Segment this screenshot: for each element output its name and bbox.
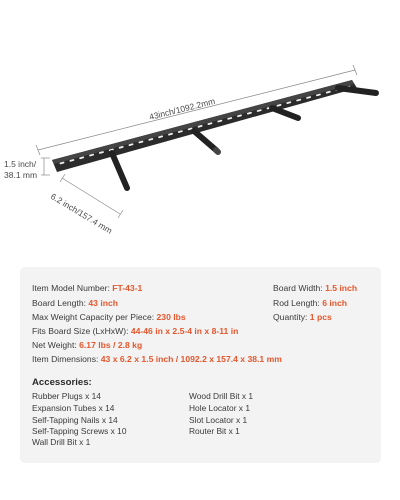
height-dimension-label-line2: 38.1 mm (4, 170, 38, 180)
bracket-plate (52, 80, 357, 172)
spec-item-dimensions-value: 43 x 6.2 x 1.5 inch / 1092.2 x 157.4 x 38.1 mm (100, 354, 282, 364)
spec-net-weight-value: 6.17 lbs / 2.8 kg (79, 340, 143, 350)
accessory-item: Rubber Plugs x 14 (32, 391, 101, 401)
spec-max-weight-value: 230 lbs (156, 312, 186, 322)
accessory-item: Expansion Tubes x 14 (32, 403, 115, 413)
spec-quantity-value: 1 pcs (309, 312, 332, 322)
spec-fits-board-value: 44-46 in x 2.5-4 in x 8-11 in (130, 326, 239, 336)
accessory-item: Self-Tapping Nails x 14 (32, 415, 118, 425)
spec-quantity-label: Quantity: (273, 312, 310, 322)
height-dimension-line (41, 158, 50, 175)
rod-1 (112, 153, 127, 188)
spec-rod-length (273, 298, 347, 309)
spec-fits-board-label: Fits Board Size (LxHxW): (32, 326, 131, 336)
spec-board-width-value: 1.5 inch (325, 283, 358, 293)
spec-max-weight (32, 312, 186, 323)
spec-board-length-value: 43 inch (88, 298, 119, 308)
accessory-item: Slot Locator x 1 (189, 415, 248, 425)
depth-dimension-label: 6.2 inch/157.4 mm (48, 191, 115, 236)
spec-model-label: Item Model Number: (32, 283, 113, 293)
accessory-item: Wood Drill Bit x 1 (189, 391, 254, 401)
spec-board-length-label: Board Length: (32, 298, 89, 308)
spec-card (20, 267, 381, 463)
accessory-item: Hole Locator x 1 (189, 403, 250, 413)
spec-quantity (273, 312, 332, 323)
accessory-item: Wall Drill Bit x 1 (32, 437, 91, 447)
spec-board-width-label: Board Width: (273, 283, 326, 293)
rod-4 (338, 88, 376, 93)
spec-fits-board (32, 326, 238, 337)
spec-rod-length-label: Rod Length: (273, 298, 323, 308)
spec-model (32, 283, 142, 294)
length-dimension-label: 43inch/1092.2mm (148, 95, 217, 122)
spec-net-weight-label: Net Weight: (32, 340, 80, 350)
spec-net-weight (32, 340, 142, 351)
accessory-item: Router Bit x 1 (189, 426, 240, 436)
rod-2 (194, 131, 218, 152)
spec-item-dimensions (32, 354, 282, 365)
spec-item-dimensions-label: Item Dimensions: (32, 354, 101, 364)
spec-rod-length-value: 6 inch (322, 298, 348, 308)
accessories-title: Accessories: (32, 377, 92, 388)
spec-max-weight-label: Max Weight Capacity per Piece: (32, 312, 157, 322)
height-dimension-label-line1: 1.5 inch/ (4, 159, 37, 169)
rod-3 (272, 108, 298, 118)
spec-model-value: FT-43-1 (112, 283, 143, 293)
spec-board-length (32, 298, 118, 309)
spec-board-width (273, 283, 357, 294)
accessory-item: Self-Tapping Screws x 10 (32, 426, 127, 436)
